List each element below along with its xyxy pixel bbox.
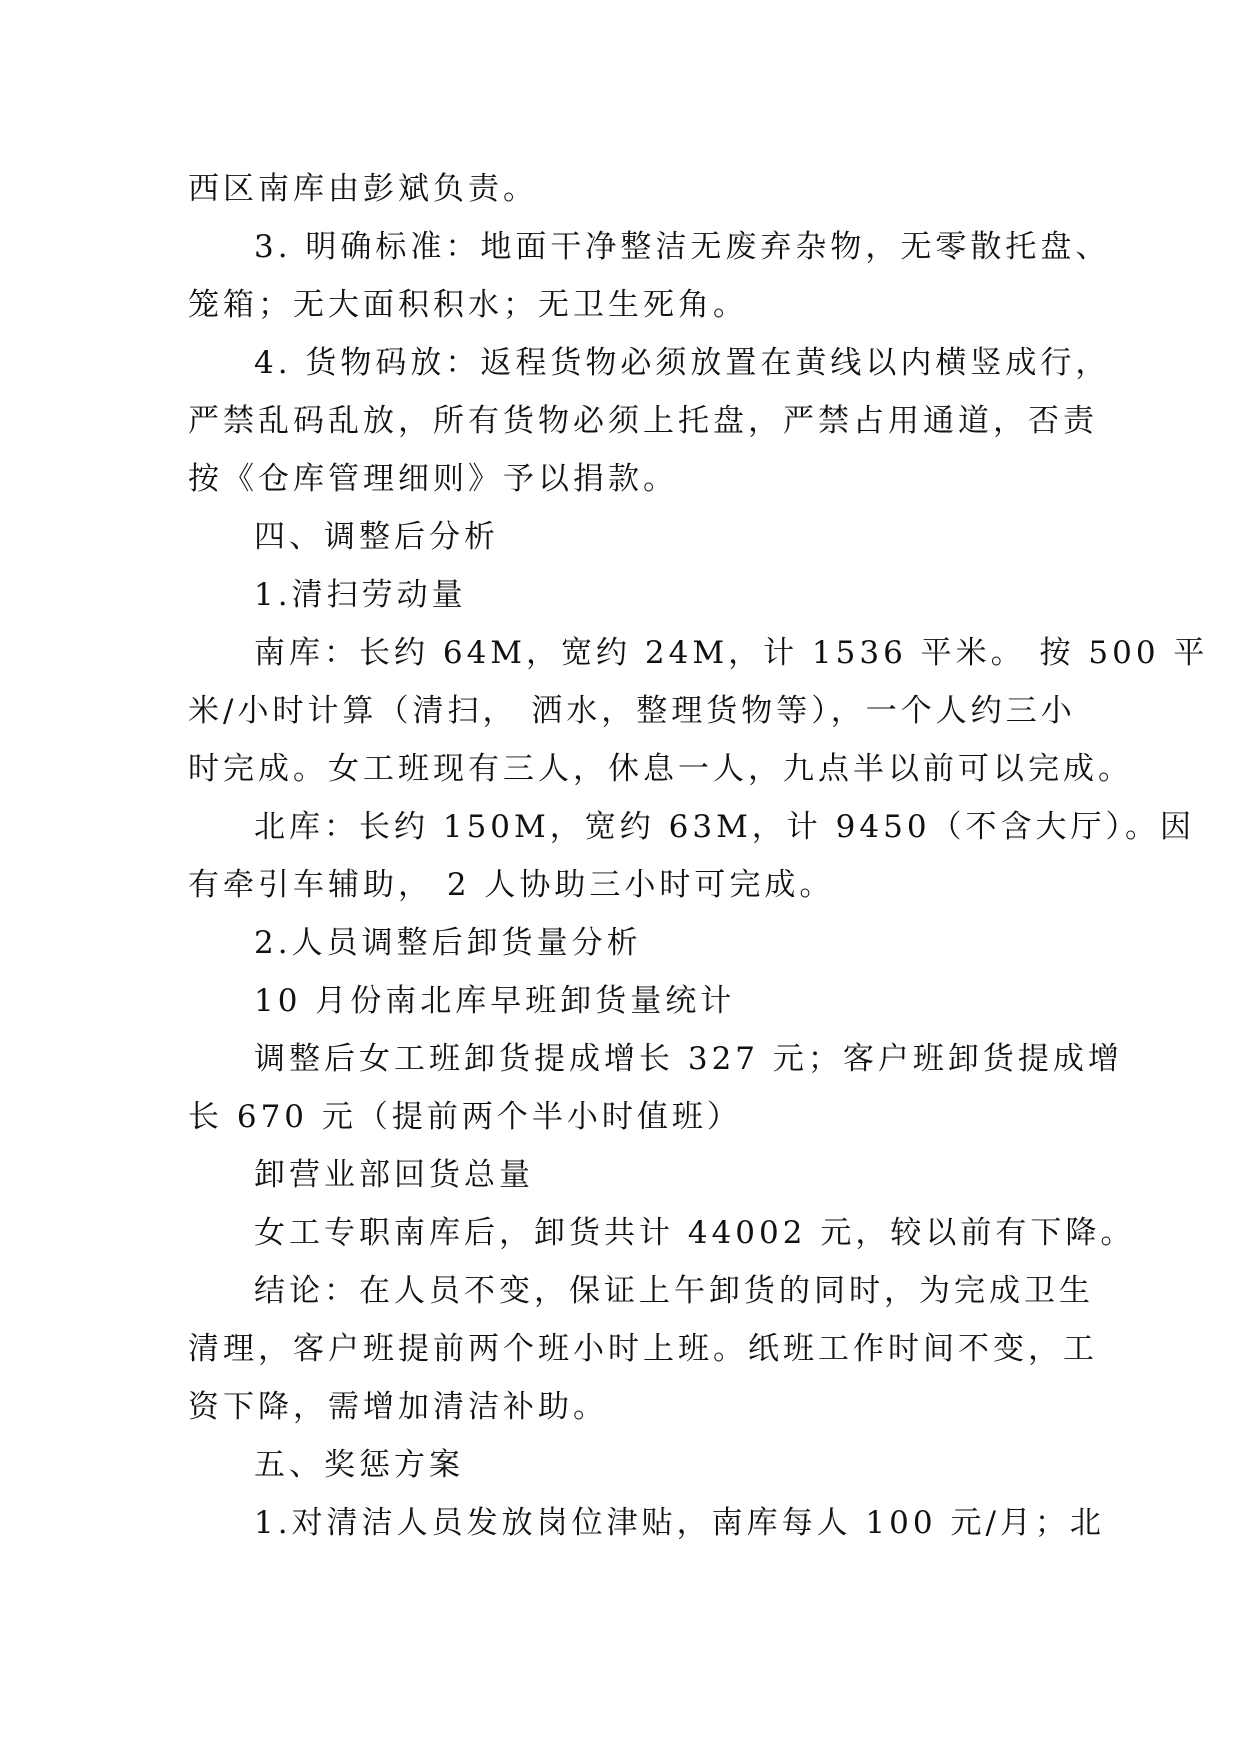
line-text: 米/小时计算（清扫， 洒水，整理货物等），一个人约三小 [188, 693, 1076, 729]
line-text: 西区南库由彭斌负责。 [188, 171, 538, 207]
text-line [188, 1146, 1058, 1204]
text-line [188, 334, 1111, 392]
line-text: 四、调整后分析 [254, 519, 499, 555]
line-text: 卸营业部回货总量 [254, 1157, 534, 1193]
text-line [188, 276, 1058, 334]
line-text: 3. 明确标准：地面干净整洁无废弃杂物，无零散托盘、 [254, 229, 1111, 265]
text-line [188, 392, 1098, 450]
line-text: 10 月份南北库早班卸货量统计 [254, 983, 736, 1019]
line-text: 按《仓库管理细则》予以捐款。 [188, 461, 678, 497]
line-text: 资下降，需增加清洁补助。 [188, 1389, 608, 1425]
line-text: 五、奖惩方案 [254, 1447, 464, 1483]
line-text: 女工专职南库后，卸货共计 44002 元，较以前有下降。 [254, 1215, 1136, 1251]
line-text: 清理，客户班提前两个班小时上班。纸班工作时间不变，工 [188, 1331, 1098, 1367]
line-text: 2.人员调整后卸货量分析 [254, 925, 642, 961]
subsection-heading [188, 566, 1058, 624]
text-line [188, 1088, 1058, 1146]
text-line [188, 1320, 1098, 1378]
text-line [188, 160, 1058, 218]
section-heading [188, 508, 1058, 566]
text-line [188, 1030, 1123, 1088]
text-line [188, 218, 1111, 276]
text-line [188, 450, 1058, 508]
line-text: 南库：长约 64M，宽约 24M，计 1536 平米。 按 500 平 [254, 635, 1209, 671]
text-line [188, 856, 1058, 914]
line-text: 北库：长约 150M，宽约 63M，计 9450（不含大厅）。因 [254, 809, 1196, 845]
text-line [188, 624, 1209, 682]
line-text: 笼箱；无大面积积水；无卫生死角。 [188, 287, 748, 323]
line-text: 1.对清洁人员发放岗位津贴，南库每人 100 元/月；北 [254, 1505, 1105, 1541]
text-line [188, 682, 1076, 740]
text-line [188, 1378, 1058, 1436]
line-text: 时完成。女工班现有三人，休息一人，九点半以前可以完成。 [188, 751, 1133, 787]
text-line [188, 740, 1133, 798]
document-body [188, 160, 1209, 1552]
section-heading [188, 1436, 1058, 1494]
text-line [188, 1204, 1136, 1262]
line-text: 严禁乱码乱放，所有货物必须上托盘，严禁占用通道，否责 [188, 403, 1098, 439]
line-text: 调整后女工班卸货提成增长 327 元；客户班卸货提成增 [254, 1041, 1123, 1077]
line-text: 结论：在人员不变，保证上午卸货的同时，为完成卫生 [254, 1273, 1094, 1309]
subsection-heading [188, 914, 1058, 972]
text-line [188, 1262, 1094, 1320]
line-text: 1.清扫劳动量 [254, 577, 467, 613]
text-line [188, 1494, 1105, 1552]
text-line [188, 972, 1058, 1030]
text-line [188, 798, 1196, 856]
line-text: 有牵引车辅助， 2 人协助三小时可完成。 [188, 867, 835, 903]
line-text: 长 670 元（提前两个半小时值班） [188, 1099, 742, 1135]
line-text: 4. 货物码放：返程货物必须放置在黄线以内横竖成行， [254, 345, 1111, 381]
